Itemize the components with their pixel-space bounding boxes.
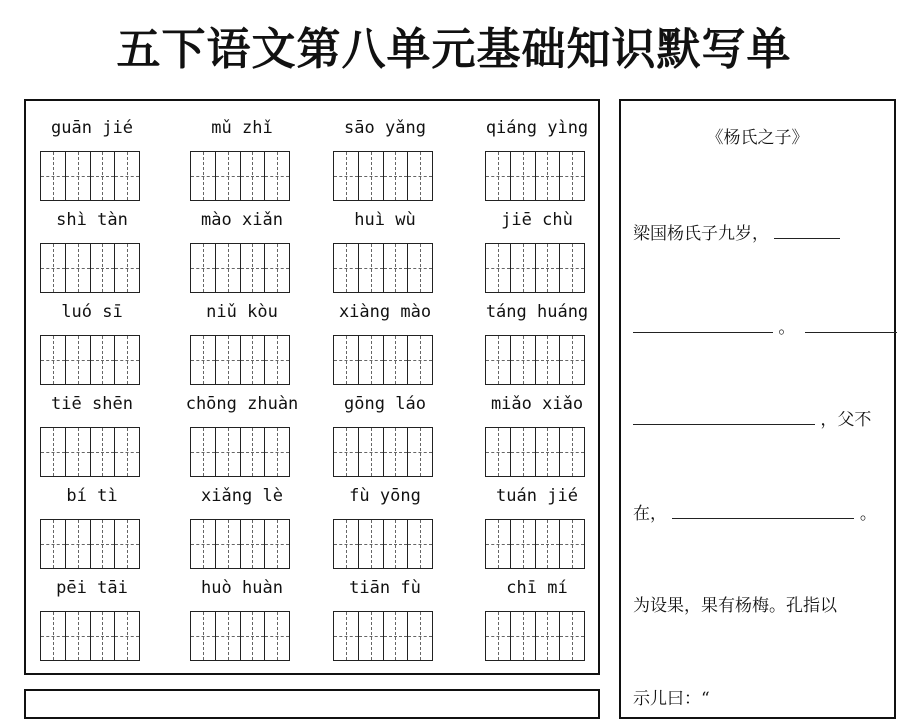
writing-cell[interactable] [265,520,289,568]
writing-cell[interactable] [408,244,432,292]
writing-grid[interactable] [190,335,290,385]
pinyin-label: bí tì [66,486,118,506]
writing-grid[interactable] [485,151,585,201]
writing-cell[interactable] [359,520,384,568]
pinyin-label: gōng láo [344,394,426,414]
pinyin-item [190,115,294,209]
writing-cell[interactable] [91,428,116,476]
writing-grid[interactable] [40,519,140,569]
pinyin-label: guān jié [51,118,133,138]
writing-grid[interactable] [190,519,290,569]
pinyin-item [190,483,294,577]
poem-line-6: 示儿曰：“ [633,689,710,709]
pinyin-item [190,575,294,669]
writing-cell[interactable] [334,428,359,476]
pinyin-label: fù yōng [349,486,421,506]
writing-grid[interactable] [485,427,585,477]
pinyin-item [485,207,589,301]
writing-cell[interactable] [408,336,432,384]
pinyin-label: shì tàn [56,210,128,230]
poem-line-4-text: 在， [633,504,667,524]
writing-cell[interactable] [560,520,584,568]
writing-cell[interactable] [486,520,511,568]
pinyin-label: niǔ kòu [206,302,278,322]
pinyin-item [190,207,294,301]
poem-line-3-text: ，父不 [820,410,872,430]
writing-grid[interactable] [333,427,433,477]
pinyin-item [40,299,144,393]
pinyin-label: xiàng mào [338,302,432,322]
writing-cell[interactable] [66,336,91,384]
pinyin-item [333,391,437,485]
pinyin-writing-section [24,99,600,675]
writing-cell[interactable] [511,612,536,660]
pinyin-label: tuán jié [496,486,578,506]
poem-line-3 [633,405,871,430]
pinyin-item [485,483,589,577]
writing-cell[interactable] [265,428,289,476]
answer-blank[interactable] [633,314,773,333]
writing-cell[interactable] [560,152,584,200]
writing-cell[interactable] [91,244,116,292]
writing-cell[interactable] [216,244,241,292]
pinyin-item [40,483,144,577]
writing-cell[interactable] [216,336,241,384]
writing-grid[interactable] [485,611,585,661]
writing-cell[interactable] [91,336,116,384]
writing-cell[interactable] [241,244,266,292]
writing-cell[interactable] [334,152,359,200]
pinyin-item [190,299,294,393]
writing-grid[interactable] [40,243,140,293]
writing-cell[interactable] [66,244,91,292]
pinyin-label: luó sī [61,302,123,322]
writing-grid[interactable] [333,243,433,293]
answer-blank[interactable] [633,406,815,425]
writing-cell[interactable] [334,520,359,568]
pinyin-label: táng huáng [485,302,589,322]
pinyin-item [40,575,144,669]
pinyin-item [485,115,589,209]
writing-cell[interactable] [536,428,561,476]
writing-cell[interactable] [486,244,511,292]
writing-cell[interactable] [115,244,139,292]
writing-cell[interactable] [265,612,289,660]
poem-line-4 [633,499,877,524]
writing-cell[interactable] [66,612,91,660]
pinyin-item [485,575,589,669]
writing-cell[interactable] [359,244,384,292]
writing-cell[interactable] [41,428,66,476]
writing-cell[interactable] [408,152,432,200]
writing-cell[interactable] [115,428,139,476]
writing-cell[interactable] [115,520,139,568]
writing-cell[interactable] [359,428,384,476]
writing-cell[interactable] [41,336,66,384]
pinyin-label: huò huàn [201,578,283,598]
writing-cell[interactable] [536,152,561,200]
writing-grid[interactable] [333,151,433,201]
writing-cell[interactable] [265,152,289,200]
writing-cell[interactable] [384,244,409,292]
writing-cell[interactable] [334,612,359,660]
writing-cell[interactable] [486,336,511,384]
writing-grid[interactable] [190,243,290,293]
writing-grid[interactable] [40,335,140,385]
writing-cell[interactable] [536,612,561,660]
writing-cell[interactable] [241,428,266,476]
writing-cell[interactable] [384,428,409,476]
writing-grid[interactable] [333,335,433,385]
pinyin-item [333,483,437,577]
poem-title: 《杨氏之子》 [706,128,809,148]
writing-cell[interactable] [265,336,289,384]
writing-grid[interactable] [190,427,290,477]
writing-cell[interactable] [536,520,561,568]
writing-cell[interactable] [408,520,432,568]
writing-cell[interactable] [216,520,241,568]
writing-cell[interactable] [486,428,511,476]
writing-grid[interactable] [190,611,290,661]
pinyin-item [333,207,437,301]
pinyin-item [333,575,437,669]
poem-line-1-text: 梁国杨氏子九岁， [633,224,769,244]
writing-cell[interactable] [241,336,266,384]
pinyin-label: pēi tāi [56,578,128,598]
pinyin-item [485,391,589,485]
writing-grid[interactable] [485,335,585,385]
writing-cell[interactable] [359,336,384,384]
poem-line-4-punct: 。 [859,504,877,524]
pinyin-label: qiáng yìng [485,118,589,138]
answer-blank[interactable] [805,314,897,333]
writing-cell[interactable] [91,152,116,200]
writing-cell[interactable] [41,152,66,200]
poem-line-2 [633,313,897,338]
writing-cell[interactable] [41,520,66,568]
writing-cell[interactable] [536,336,561,384]
writing-cell[interactable] [265,244,289,292]
writing-cell[interactable] [115,152,139,200]
pinyin-item [333,299,437,393]
writing-cell[interactable] [91,520,116,568]
writing-cell[interactable] [560,336,584,384]
writing-cell[interactable] [384,520,409,568]
writing-cell[interactable] [191,612,216,660]
writing-grid[interactable] [485,519,585,569]
writing-cell[interactable] [191,336,216,384]
writing-grid[interactable] [190,151,290,201]
writing-cell[interactable] [511,152,536,200]
writing-grid[interactable] [40,151,140,201]
writing-cell[interactable] [241,152,266,200]
pinyin-label: tiān fù [349,578,421,598]
writing-cell[interactable] [41,612,66,660]
writing-cell[interactable] [191,428,216,476]
writing-grid[interactable] [333,611,433,661]
pinyin-label: jiē chù [501,210,573,230]
writing-grid[interactable] [333,519,433,569]
pinyin-label: mào xiǎn [201,210,283,230]
writing-cell[interactable] [41,244,66,292]
pinyin-item [40,115,144,209]
poem-section [619,99,896,719]
writing-cell[interactable] [191,244,216,292]
writing-cell[interactable] [115,612,139,660]
pinyin-label: xiǎng lè [201,486,283,506]
writing-cell[interactable] [384,336,409,384]
writing-grid[interactable] [485,243,585,293]
writing-cell[interactable] [511,520,536,568]
writing-cell[interactable] [241,520,266,568]
page-title: 五下语文第八单元基础知识默写单 [116,24,792,75]
answer-blank[interactable] [774,220,840,239]
writing-cell[interactable] [66,428,91,476]
writing-cell[interactable] [334,336,359,384]
writing-cell[interactable] [408,428,432,476]
pinyin-item [485,299,589,393]
writing-grid[interactable] [40,611,140,661]
writing-cell[interactable] [486,152,511,200]
poem-line-1 [633,219,840,244]
writing-cell[interactable] [511,244,536,292]
writing-cell[interactable] [384,152,409,200]
writing-cell[interactable] [241,612,266,660]
writing-cell[interactable] [560,428,584,476]
poem-line-5: 为设果，果有杨梅。孔指以 [633,596,837,616]
pinyin-label: chī mí [506,578,568,598]
writing-grid[interactable] [40,427,140,477]
writing-cell[interactable] [560,612,584,660]
pinyin-item [333,115,437,209]
writing-cell[interactable] [384,612,409,660]
writing-cell[interactable] [359,152,384,200]
pinyin-label: chōng zhuàn [185,394,299,414]
pinyin-item [185,391,299,485]
pinyin-label: tiē shēn [51,394,133,414]
pinyin-label: mǔ zhǐ [211,118,273,138]
writing-cell[interactable] [216,612,241,660]
writing-cell[interactable] [560,244,584,292]
writing-cell[interactable] [486,612,511,660]
writing-cell[interactable] [216,428,241,476]
writing-cell[interactable] [66,152,91,200]
answer-blank[interactable] [672,500,854,519]
writing-cell[interactable] [91,612,116,660]
writing-cell[interactable] [511,336,536,384]
next-section-box [24,689,600,719]
poem-line-2-punct: 。 [778,318,796,338]
pinyin-item [40,207,144,301]
writing-cell[interactable] [536,244,561,292]
writing-cell[interactable] [334,244,359,292]
pinyin-item [40,391,144,485]
writing-cell[interactable] [216,152,241,200]
writing-cell[interactable] [359,612,384,660]
writing-cell[interactable] [115,336,139,384]
pinyin-label: sāo yǎng [344,118,426,138]
pinyin-label: huì wù [354,210,416,230]
writing-cell[interactable] [191,152,216,200]
writing-cell[interactable] [408,612,432,660]
writing-cell[interactable] [66,520,91,568]
writing-cell[interactable] [191,520,216,568]
writing-cell[interactable] [511,428,536,476]
pinyin-label: miǎo xiǎo [490,394,584,414]
